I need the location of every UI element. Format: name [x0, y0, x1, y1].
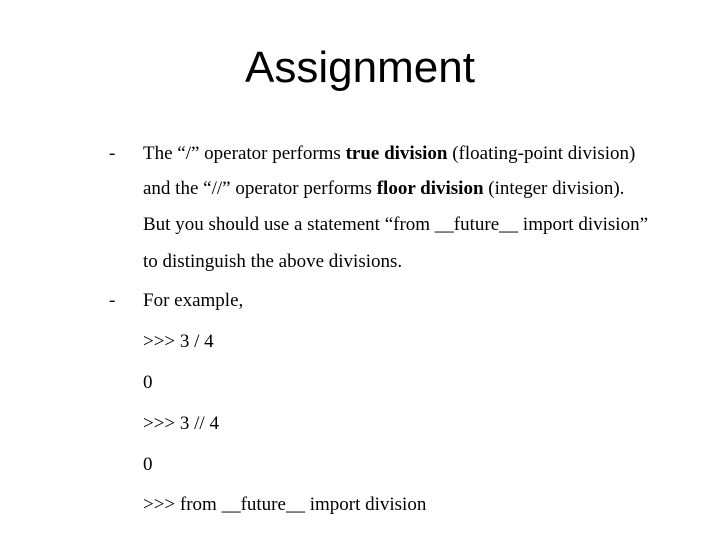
text: and the “//” operator performs: [143, 178, 377, 199]
bullet-marker-2: -: [109, 290, 116, 311]
bullet-2-line-1: For example,: [143, 290, 244, 311]
bullet-1-line-4: to distinguish the above divisions.: [143, 251, 403, 272]
bold-term-floor-division: floor division: [376, 178, 484, 199]
slide-title: Assignment: [245, 43, 475, 92]
bullet-1-line-1: [143, 142, 635, 166]
bold-term-true-division: true division: [345, 143, 448, 164]
bullet-1-line-2: [143, 177, 624, 201]
code-line-2: >>> 3 // 4: [143, 413, 219, 434]
text: (floating-point division): [447, 143, 636, 164]
code-line-1: >>> 3 / 4: [143, 331, 214, 352]
code-line-3: >>> from __future__ import division: [143, 494, 427, 515]
code-output-1: 0: [143, 372, 153, 393]
bullet-marker-1: -: [109, 143, 116, 164]
code-output-2: 0: [143, 454, 153, 475]
bullet-1-line-3: But you should use a statement “from __future__ import division”: [143, 214, 649, 235]
text: The “/” operator performs: [143, 143, 346, 164]
text: (integer division).: [483, 178, 625, 199]
